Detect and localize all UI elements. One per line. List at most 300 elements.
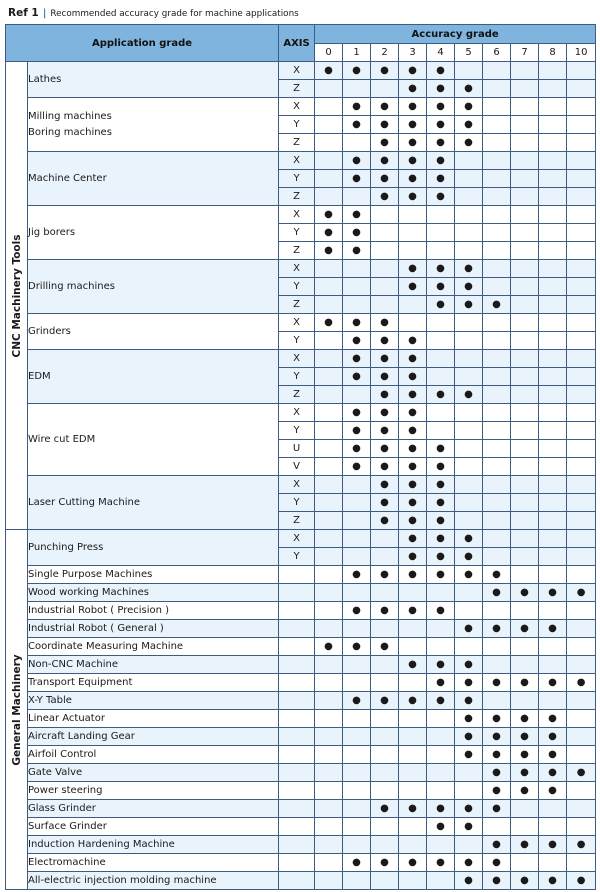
grade-dot-3: ●	[399, 476, 427, 494]
grade-cell-empty	[315, 854, 343, 872]
grade-cell-empty	[371, 728, 399, 746]
grade-dot-1: ●	[343, 350, 371, 368]
grade-cell-empty	[343, 494, 371, 512]
grade-cell-empty	[315, 764, 343, 782]
grade-cell-empty	[483, 170, 511, 188]
grade-cell-empty	[455, 440, 483, 458]
grade-header-1: 1	[343, 44, 371, 62]
grade-cell-empty	[315, 404, 343, 422]
grade-cell-empty	[511, 224, 539, 242]
grade-cell-empty	[315, 278, 343, 296]
grade-cell-empty	[399, 674, 427, 692]
grade-cell-empty	[315, 134, 343, 152]
grade-cell-empty	[511, 404, 539, 422]
grade-cell-empty	[315, 422, 343, 440]
grade-cell-empty	[511, 188, 539, 206]
grade-dot-4: ●	[427, 386, 455, 404]
grade-dot-4: ●	[427, 80, 455, 98]
grade-dot-5: ●	[455, 134, 483, 152]
grade-cell-empty	[567, 242, 596, 260]
grade-cell-empty	[315, 512, 343, 530]
grade-cell-empty	[483, 350, 511, 368]
axis-cell: Y	[279, 422, 315, 440]
grade-dot-1: ●	[343, 224, 371, 242]
application-name: Grinders	[28, 314, 279, 350]
grade-cell-empty	[371, 782, 399, 800]
grade-cell-empty	[315, 494, 343, 512]
grade-cell-empty	[511, 440, 539, 458]
grade-cell-empty	[539, 566, 567, 584]
grade-dot-3: ●	[399, 422, 427, 440]
table-body	[6, 62, 596, 890]
grade-cell-empty	[511, 566, 539, 584]
grade-cell-empty	[483, 260, 511, 278]
grade-cell-empty	[343, 764, 371, 782]
grade-cell-empty	[567, 278, 596, 296]
grade-dot-2: ●	[371, 170, 399, 188]
grade-dot-3: ●	[399, 134, 427, 152]
table-row	[6, 98, 596, 116]
grade-cell-empty	[539, 296, 567, 314]
grade-cell-empty	[567, 638, 596, 656]
application-name: Electromachine	[28, 854, 279, 872]
grade-dot-4: ●	[427, 188, 455, 206]
grade-dot-3: ●	[399, 170, 427, 188]
grade-cell-empty	[483, 530, 511, 548]
grade-cell-empty	[427, 836, 455, 854]
application-name: Industrial Robot ( Precision )	[28, 602, 279, 620]
application-name: Machine Center	[28, 152, 279, 206]
grade-header-2: 2	[371, 44, 399, 62]
grade-cell-empty	[511, 638, 539, 656]
grade-cell-empty	[567, 548, 596, 566]
grade-cell-empty	[315, 368, 343, 386]
grade-cell-empty	[315, 656, 343, 674]
grade-dot-7: ●	[511, 620, 539, 638]
grade-dot-10: ●	[567, 584, 596, 602]
grade-cell-empty	[483, 638, 511, 656]
grade-cell-empty	[315, 188, 343, 206]
grade-cell-empty	[315, 458, 343, 476]
table-row	[6, 314, 596, 332]
grade-cell-empty	[567, 404, 596, 422]
grade-dot-2: ●	[371, 566, 399, 584]
axis-cell: Y	[279, 170, 315, 188]
grade-cell-empty	[343, 836, 371, 854]
grade-cell-empty	[427, 422, 455, 440]
grade-dot-7: ●	[511, 746, 539, 764]
grade-dot-10: ●	[567, 872, 596, 890]
grade-dot-1: ●	[343, 332, 371, 350]
grade-dot-0: ●	[315, 206, 343, 224]
grade-cell-empty	[315, 116, 343, 134]
grade-cell-empty	[315, 566, 343, 584]
grade-cell-empty	[455, 62, 483, 80]
grade-cell-empty	[567, 458, 596, 476]
grade-dot-1: ●	[343, 314, 371, 332]
grade-cell-empty	[455, 476, 483, 494]
grade-cell-empty	[427, 620, 455, 638]
grade-dot-1: ●	[343, 638, 371, 656]
grade-cell-empty	[343, 296, 371, 314]
axis-cell	[279, 710, 315, 728]
grade-dot-8: ●	[539, 836, 567, 854]
grade-cell-empty	[539, 188, 567, 206]
grade-cell-empty	[511, 278, 539, 296]
grade-dot-7: ●	[511, 728, 539, 746]
axis-cell: X	[279, 260, 315, 278]
grade-cell-empty	[567, 62, 596, 80]
grade-cell-empty	[315, 386, 343, 404]
group-label-cell	[6, 62, 28, 530]
grade-dot-5: ●	[455, 116, 483, 134]
grade-dot-1: ●	[343, 98, 371, 116]
grade-cell-empty	[455, 638, 483, 656]
grade-dot-2: ●	[371, 152, 399, 170]
axis-cell	[279, 620, 315, 638]
grade-dot-3: ●	[399, 494, 427, 512]
grade-dot-4: ●	[427, 530, 455, 548]
application-name: Glass Grinder	[28, 800, 279, 818]
grade-dot-2: ●	[371, 134, 399, 152]
grade-dot-3: ●	[399, 656, 427, 674]
grade-cell-empty	[539, 602, 567, 620]
grade-cell-empty	[567, 98, 596, 116]
grade-cell-empty	[567, 476, 596, 494]
grade-dot-5: ●	[455, 278, 483, 296]
grade-cell-empty	[539, 206, 567, 224]
grade-cell-empty	[567, 314, 596, 332]
grade-dot-4: ●	[427, 656, 455, 674]
grade-cell-empty	[567, 152, 596, 170]
grade-cell-empty	[511, 854, 539, 872]
table-row	[6, 260, 596, 278]
grade-dot-1: ●	[343, 152, 371, 170]
grade-cell-empty	[315, 440, 343, 458]
grade-cell-empty	[567, 800, 596, 818]
grade-cell-empty	[315, 746, 343, 764]
grade-cell-empty	[539, 458, 567, 476]
grade-cell-empty	[483, 188, 511, 206]
grade-dot-1: ●	[343, 422, 371, 440]
group-label: CNC Machinery Tools	[10, 233, 23, 358]
grade-dot-8: ●	[539, 764, 567, 782]
grade-dot-4: ●	[427, 134, 455, 152]
table-row	[6, 692, 596, 710]
grade-cell-empty	[427, 224, 455, 242]
axis-cell: Z	[279, 512, 315, 530]
grade-cell-empty	[483, 224, 511, 242]
axis-cell: Z	[279, 134, 315, 152]
table-row	[6, 872, 596, 890]
grade-cell-empty	[399, 620, 427, 638]
grade-dot-2: ●	[371, 476, 399, 494]
grade-cell-empty	[455, 494, 483, 512]
grade-dot-2: ●	[371, 512, 399, 530]
grade-dot-5: ●	[455, 818, 483, 836]
grade-cell-empty	[539, 854, 567, 872]
grade-cell-empty	[511, 116, 539, 134]
grade-cell-empty	[539, 152, 567, 170]
grade-cell-empty	[371, 710, 399, 728]
grade-cell-empty	[343, 656, 371, 674]
caption-ref: Ref 1	[8, 7, 39, 19]
grade-cell-empty	[511, 422, 539, 440]
grade-dot-6: ●	[483, 746, 511, 764]
grade-dot-3: ●	[399, 692, 427, 710]
grade-dot-5: ●	[455, 530, 483, 548]
table-row	[6, 620, 596, 638]
grade-dot-2: ●	[371, 368, 399, 386]
grade-dot-5: ●	[455, 674, 483, 692]
grade-cell-empty	[539, 350, 567, 368]
grade-cell-empty	[455, 206, 483, 224]
grade-dot-2: ●	[371, 800, 399, 818]
grade-dot-3: ●	[399, 260, 427, 278]
grade-dot-3: ●	[399, 530, 427, 548]
axis-cell: Z	[279, 296, 315, 314]
grade-cell-empty	[483, 62, 511, 80]
axis-cell: Y	[279, 548, 315, 566]
grade-cell-empty	[567, 134, 596, 152]
grade-cell-empty	[539, 548, 567, 566]
table-row	[6, 152, 596, 170]
grade-cell-empty	[399, 314, 427, 332]
application-name: Induction Hardening Machine	[28, 836, 279, 854]
grade-cell-empty	[567, 602, 596, 620]
grade-cell-empty	[567, 494, 596, 512]
grade-dot-4: ●	[427, 674, 455, 692]
grade-cell-empty	[567, 566, 596, 584]
table-row	[6, 350, 596, 368]
table-row	[6, 206, 596, 224]
grade-cell-empty	[511, 800, 539, 818]
axis-cell: X	[279, 152, 315, 170]
grade-cell-empty	[343, 710, 371, 728]
caption-text: Recommended accuracy grade for machine applications	[50, 9, 299, 19]
application-name: Drilling machines	[28, 260, 279, 314]
grade-cell-empty	[371, 80, 399, 98]
grade-dot-10: ●	[567, 674, 596, 692]
grade-cell-empty	[399, 242, 427, 260]
application-name: Wood working Machines	[28, 584, 279, 602]
grade-dot-8: ●	[539, 746, 567, 764]
grade-cell-empty	[343, 530, 371, 548]
grade-cell-empty	[427, 764, 455, 782]
grade-dot-6: ●	[483, 836, 511, 854]
grade-cell-empty	[399, 836, 427, 854]
grade-cell-empty	[315, 80, 343, 98]
grade-cell-empty	[315, 674, 343, 692]
grade-cell-empty	[455, 602, 483, 620]
grade-cell-empty	[371, 206, 399, 224]
grade-cell-empty	[343, 872, 371, 890]
axis-cell: V	[279, 458, 315, 476]
grade-dot-6: ●	[483, 674, 511, 692]
grade-dot-0: ●	[315, 314, 343, 332]
grade-cell-empty	[427, 206, 455, 224]
grade-dot-1: ●	[343, 116, 371, 134]
grade-cell-empty	[483, 404, 511, 422]
grade-cell-empty	[427, 242, 455, 260]
grade-cell-empty	[567, 422, 596, 440]
grade-cell-empty	[455, 584, 483, 602]
grade-cell-empty	[455, 368, 483, 386]
grade-cell-empty	[343, 188, 371, 206]
grade-cell-empty	[399, 638, 427, 656]
grade-cell-empty	[399, 818, 427, 836]
grade-cell-empty	[539, 638, 567, 656]
grade-dot-0: ●	[315, 224, 343, 242]
grade-cell-empty	[483, 422, 511, 440]
grade-dot-7: ●	[511, 782, 539, 800]
grade-cell-empty	[315, 332, 343, 350]
grade-cell-empty	[567, 440, 596, 458]
grade-cell-empty	[511, 98, 539, 116]
axis-cell: Z	[279, 80, 315, 98]
grade-cell-empty	[343, 548, 371, 566]
table-row	[6, 710, 596, 728]
grade-cell-empty	[539, 314, 567, 332]
grade-dot-2: ●	[371, 188, 399, 206]
grade-cell-empty	[315, 800, 343, 818]
grade-cell-empty	[371, 260, 399, 278]
grade-cell-empty	[427, 314, 455, 332]
grade-cell-empty	[539, 80, 567, 98]
grade-cell-empty	[539, 332, 567, 350]
grade-dot-5: ●	[455, 872, 483, 890]
grade-cell-empty	[343, 134, 371, 152]
grade-cell-empty	[315, 710, 343, 728]
grade-cell-empty	[343, 674, 371, 692]
grade-cell-empty	[315, 818, 343, 836]
grade-dot-2: ●	[371, 98, 399, 116]
grade-dot-6: ●	[483, 872, 511, 890]
grade-cell-empty	[511, 296, 539, 314]
grade-header-6: 6	[483, 44, 511, 62]
grade-dot-7: ●	[511, 764, 539, 782]
grade-cell-empty	[371, 836, 399, 854]
axis-cell	[279, 656, 315, 674]
grade-cell-empty	[427, 350, 455, 368]
grade-cell-empty	[539, 116, 567, 134]
grade-cell-empty	[315, 152, 343, 170]
axis-cell: X	[279, 350, 315, 368]
grade-dot-1: ●	[343, 206, 371, 224]
grade-cell-empty	[399, 584, 427, 602]
application-name: Wire cut EDM	[28, 404, 279, 476]
grade-dot-5: ●	[455, 80, 483, 98]
axis-cell: X	[279, 476, 315, 494]
grade-dot-4: ●	[427, 152, 455, 170]
grade-dot-4: ●	[427, 278, 455, 296]
grade-cell-empty	[483, 656, 511, 674]
axis-cell	[279, 764, 315, 782]
grade-dot-1: ●	[343, 242, 371, 260]
grade-cell-empty	[483, 152, 511, 170]
table-row	[6, 764, 596, 782]
grade-cell-empty	[399, 728, 427, 746]
application-name: Aircraft Landing Gear	[28, 728, 279, 746]
grade-dot-4: ●	[427, 296, 455, 314]
axis-cell: Y	[279, 224, 315, 242]
grade-dot-2: ●	[371, 116, 399, 134]
grade-dot-1: ●	[343, 440, 371, 458]
grade-cell-empty	[511, 602, 539, 620]
grade-dot-2: ●	[371, 494, 399, 512]
grade-dot-2: ●	[371, 440, 399, 458]
grade-dot-10: ●	[567, 764, 596, 782]
grade-cell-empty	[371, 656, 399, 674]
grade-cell-empty	[343, 512, 371, 530]
grade-dot-3: ●	[399, 512, 427, 530]
grade-dot-1: ●	[343, 566, 371, 584]
grade-cell-empty	[455, 764, 483, 782]
grade-cell-empty	[343, 80, 371, 98]
grade-cell-empty	[483, 476, 511, 494]
grade-dot-8: ●	[539, 728, 567, 746]
grade-cell-empty	[455, 422, 483, 440]
grade-cell-empty	[315, 872, 343, 890]
grade-cell-empty	[371, 746, 399, 764]
grade-cell-empty	[539, 368, 567, 386]
grade-cell-empty	[371, 296, 399, 314]
grade-cell-empty	[511, 134, 539, 152]
grade-dot-5: ●	[455, 548, 483, 566]
axis-cell	[279, 818, 315, 836]
grade-cell-empty	[427, 782, 455, 800]
grade-cell-empty	[567, 386, 596, 404]
grade-cell-empty	[483, 494, 511, 512]
grade-dot-6: ●	[483, 764, 511, 782]
grade-cell-empty	[511, 152, 539, 170]
grade-cell-empty	[399, 710, 427, 728]
application-name: Punching Press	[28, 530, 279, 566]
grade-header-8: 8	[539, 44, 567, 62]
grade-dot-3: ●	[399, 800, 427, 818]
grade-dot-3: ●	[399, 602, 427, 620]
axis-cell	[279, 872, 315, 890]
application-name: Jig borers	[28, 206, 279, 260]
grade-dot-1: ●	[343, 854, 371, 872]
grade-cell-empty	[539, 62, 567, 80]
grade-cell-empty	[371, 224, 399, 242]
table-row	[6, 836, 596, 854]
axis-cell: X	[279, 314, 315, 332]
axis-cell	[279, 674, 315, 692]
grade-dot-6: ●	[483, 800, 511, 818]
grade-cell-empty	[455, 314, 483, 332]
application-name: Lathes	[28, 62, 279, 98]
grade-cell-empty	[483, 692, 511, 710]
grade-dot-5: ●	[455, 710, 483, 728]
grade-header-4: 4	[427, 44, 455, 62]
grade-cell-empty	[567, 620, 596, 638]
grade-dot-1: ●	[343, 602, 371, 620]
grade-dot-0: ●	[315, 638, 343, 656]
grade-dot-2: ●	[371, 404, 399, 422]
grade-cell-empty	[399, 764, 427, 782]
grade-cell-empty	[539, 170, 567, 188]
grade-dot-7: ●	[511, 584, 539, 602]
grade-dot-2: ●	[371, 422, 399, 440]
group-label: General Machinery	[10, 653, 23, 766]
grade-cell-empty	[315, 548, 343, 566]
table-row	[6, 818, 596, 836]
grade-dot-6: ●	[483, 296, 511, 314]
grade-cell-empty	[315, 350, 343, 368]
grade-dot-3: ●	[399, 332, 427, 350]
